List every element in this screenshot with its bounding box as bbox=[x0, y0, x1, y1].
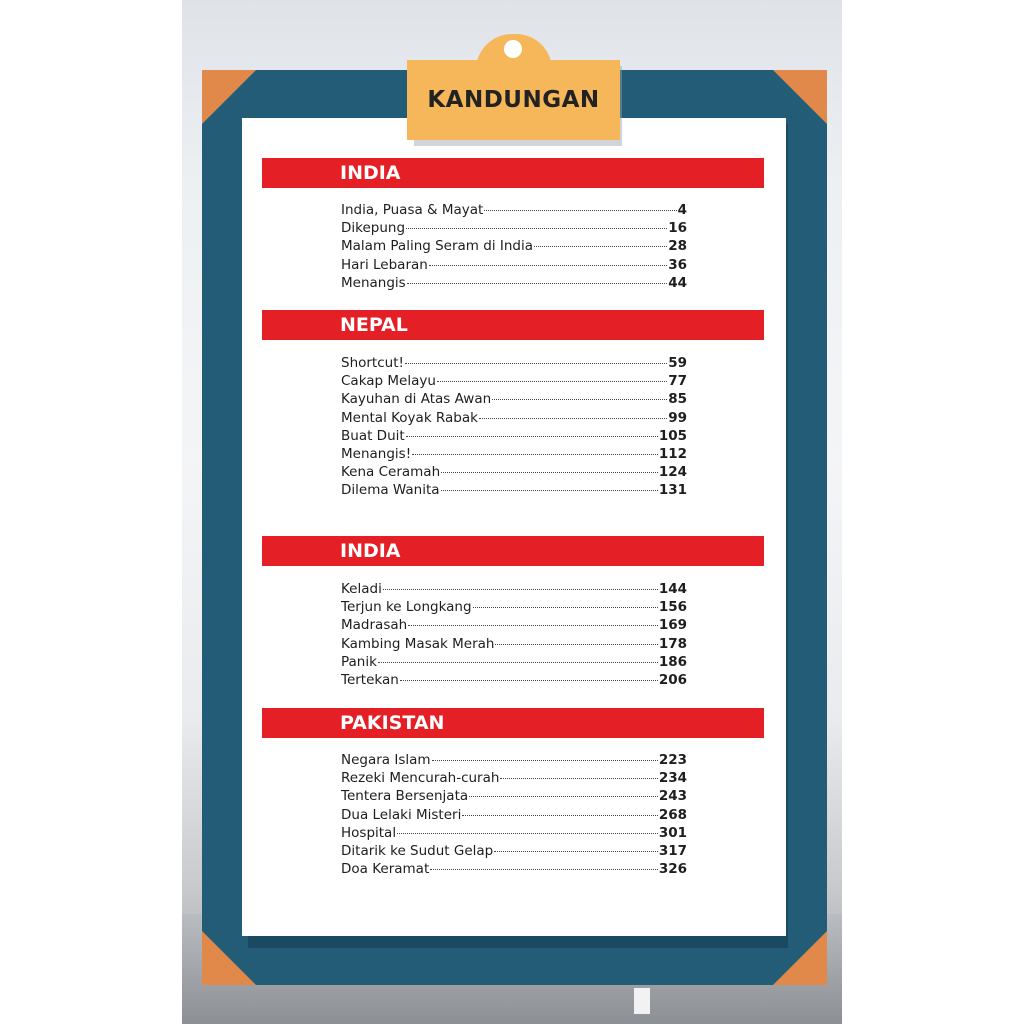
dot-leader bbox=[406, 228, 667, 229]
entry-page: 36 bbox=[668, 256, 687, 273]
entry-title: Panik bbox=[341, 653, 377, 670]
entry-page: 326 bbox=[658, 861, 687, 878]
dot-leader bbox=[437, 381, 667, 382]
dot-leader bbox=[473, 607, 658, 608]
toc-entry[interactable] bbox=[341, 843, 687, 861]
toc-entry[interactable] bbox=[341, 373, 687, 391]
entry-title: Menangis! bbox=[341, 445, 412, 462]
entry-title: Hospital bbox=[341, 824, 397, 841]
entry-title: Dikepung bbox=[341, 220, 406, 237]
dot-leader bbox=[405, 363, 667, 364]
section-title: INDIA bbox=[340, 162, 401, 184]
entry-title: Terjun ke Longkang bbox=[341, 599, 472, 616]
entry-title: Tertekan bbox=[341, 671, 399, 688]
toc-entry[interactable] bbox=[341, 672, 687, 690]
entry-page: 301 bbox=[658, 824, 687, 841]
entry-page: 99 bbox=[668, 409, 687, 426]
entry-page: 243 bbox=[658, 788, 687, 805]
dot-leader bbox=[406, 436, 658, 437]
toc-entry[interactable] bbox=[341, 238, 687, 256]
entry-title: Mental Koyak Rabak bbox=[341, 409, 478, 426]
dot-leader bbox=[441, 472, 658, 473]
toc-entry[interactable] bbox=[341, 861, 687, 879]
dot-leader bbox=[462, 815, 657, 816]
dot-leader bbox=[430, 869, 658, 870]
toc-entry[interactable] bbox=[341, 355, 687, 373]
entry-page: 4 bbox=[677, 202, 687, 218]
entry-page: 16 bbox=[668, 220, 687, 237]
entry-title: Dua Lelaki Misteri bbox=[341, 806, 462, 823]
dot-leader bbox=[408, 625, 658, 626]
entry-title: Doa Keramat bbox=[341, 861, 430, 878]
entry-page: 124 bbox=[658, 464, 687, 481]
dot-leader bbox=[534, 246, 667, 247]
section-title: NEPAL bbox=[340, 314, 408, 336]
dot-leader bbox=[429, 265, 667, 266]
section-title: PAKISTAN bbox=[340, 712, 445, 734]
entry-title: Kambing Masak Merah bbox=[341, 635, 495, 652]
entry-title: Keladi bbox=[341, 581, 382, 597]
section-entries-india-2 bbox=[341, 581, 687, 690]
toc-entry[interactable] bbox=[341, 654, 687, 672]
dot-leader bbox=[479, 418, 667, 419]
entry-title: Rezeki Mencurah-curah bbox=[341, 770, 500, 787]
entry-title: Ditarik ke Sudut Gelap bbox=[341, 842, 494, 859]
toc-entry[interactable] bbox=[341, 581, 687, 599]
entry-page: 223 bbox=[658, 752, 687, 768]
entry-page: 28 bbox=[668, 238, 687, 255]
toc-entry[interactable] bbox=[341, 788, 687, 806]
toc-entry[interactable] bbox=[341, 410, 687, 428]
entry-page: 105 bbox=[658, 427, 687, 444]
dot-leader bbox=[383, 589, 658, 590]
entry-page: 234 bbox=[658, 770, 687, 787]
entry-page: 144 bbox=[658, 581, 687, 597]
section-title: INDIA bbox=[340, 540, 401, 562]
toc-entry[interactable] bbox=[341, 391, 687, 409]
dot-leader bbox=[378, 662, 658, 663]
section-entries-india bbox=[341, 202, 687, 293]
road-marking bbox=[634, 988, 650, 1014]
dot-leader bbox=[492, 399, 667, 400]
entry-page: 85 bbox=[668, 391, 687, 408]
entry-title: Kayuhan di Atas Awan bbox=[341, 391, 492, 408]
toc-entry[interactable] bbox=[341, 825, 687, 843]
section-entries-nepal bbox=[341, 355, 687, 501]
entry-title: India, Puasa & Mayat bbox=[341, 202, 484, 218]
dot-leader bbox=[441, 490, 658, 491]
entry-title: Menangis bbox=[341, 274, 406, 291]
dot-leader bbox=[500, 778, 657, 779]
toc-entry[interactable] bbox=[341, 636, 687, 654]
section-header-india-2 bbox=[262, 536, 764, 566]
toc-entry[interactable] bbox=[341, 220, 687, 238]
toc-entry[interactable] bbox=[341, 257, 687, 275]
entry-title: Hari Lebaran bbox=[341, 256, 428, 273]
dot-leader bbox=[495, 644, 657, 645]
entry-page: 317 bbox=[658, 842, 687, 859]
dot-leader bbox=[407, 283, 668, 284]
section-entries-pakistan bbox=[341, 752, 687, 879]
toc-entry[interactable] bbox=[341, 482, 687, 500]
entry-page: 268 bbox=[658, 806, 687, 823]
toc-entry[interactable] bbox=[341, 599, 687, 617]
entry-page: 77 bbox=[668, 373, 687, 390]
entry-title: Madrasah bbox=[341, 617, 408, 634]
toc-entry[interactable] bbox=[341, 752, 687, 770]
dot-leader bbox=[494, 851, 658, 852]
entry-page: 59 bbox=[668, 355, 687, 371]
section-header-pakistan bbox=[262, 708, 764, 738]
dot-leader bbox=[484, 210, 676, 211]
section-header-india bbox=[262, 158, 764, 188]
entry-title: Tentera Bersenjata bbox=[341, 788, 469, 805]
dot-leader bbox=[397, 833, 658, 834]
dot-leader bbox=[432, 760, 658, 761]
toc-entry[interactable] bbox=[341, 275, 687, 293]
dot-leader bbox=[469, 796, 658, 797]
entry-page: 186 bbox=[658, 653, 687, 670]
entry-page: 206 bbox=[658, 671, 687, 688]
entry-title: Malam Paling Seram di India bbox=[341, 238, 533, 255]
toc-entry[interactable] bbox=[341, 446, 687, 464]
dot-leader bbox=[400, 680, 658, 681]
entry-page: 131 bbox=[658, 482, 687, 499]
entry-page: 169 bbox=[658, 617, 687, 634]
toc-entry[interactable] bbox=[341, 770, 687, 788]
toc-entry[interactable] bbox=[341, 202, 687, 220]
toc-entry[interactable] bbox=[341, 807, 687, 825]
entry-page: 44 bbox=[668, 274, 687, 291]
entry-title: Negara Islam bbox=[341, 752, 431, 768]
entry-page: 156 bbox=[658, 599, 687, 616]
toc-entry[interactable] bbox=[341, 464, 687, 482]
entry-title: Shortcut! bbox=[341, 355, 404, 371]
clip-hole-icon bbox=[504, 40, 522, 58]
entry-page: 112 bbox=[658, 445, 687, 462]
toc-entry[interactable] bbox=[341, 617, 687, 635]
entry-title: Buat Duit bbox=[341, 427, 405, 444]
entry-title: Kena Ceramah bbox=[341, 464, 441, 481]
dot-leader bbox=[412, 454, 658, 455]
header-clip bbox=[407, 60, 620, 140]
entry-page: 178 bbox=[658, 635, 687, 652]
section-header-nepal bbox=[262, 310, 764, 340]
page-title: KANDUNGAN bbox=[427, 87, 600, 113]
entry-title: Dilema Wanita bbox=[341, 482, 440, 499]
entry-title: Cakap Melayu bbox=[341, 373, 436, 390]
toc-entry[interactable] bbox=[341, 428, 687, 446]
